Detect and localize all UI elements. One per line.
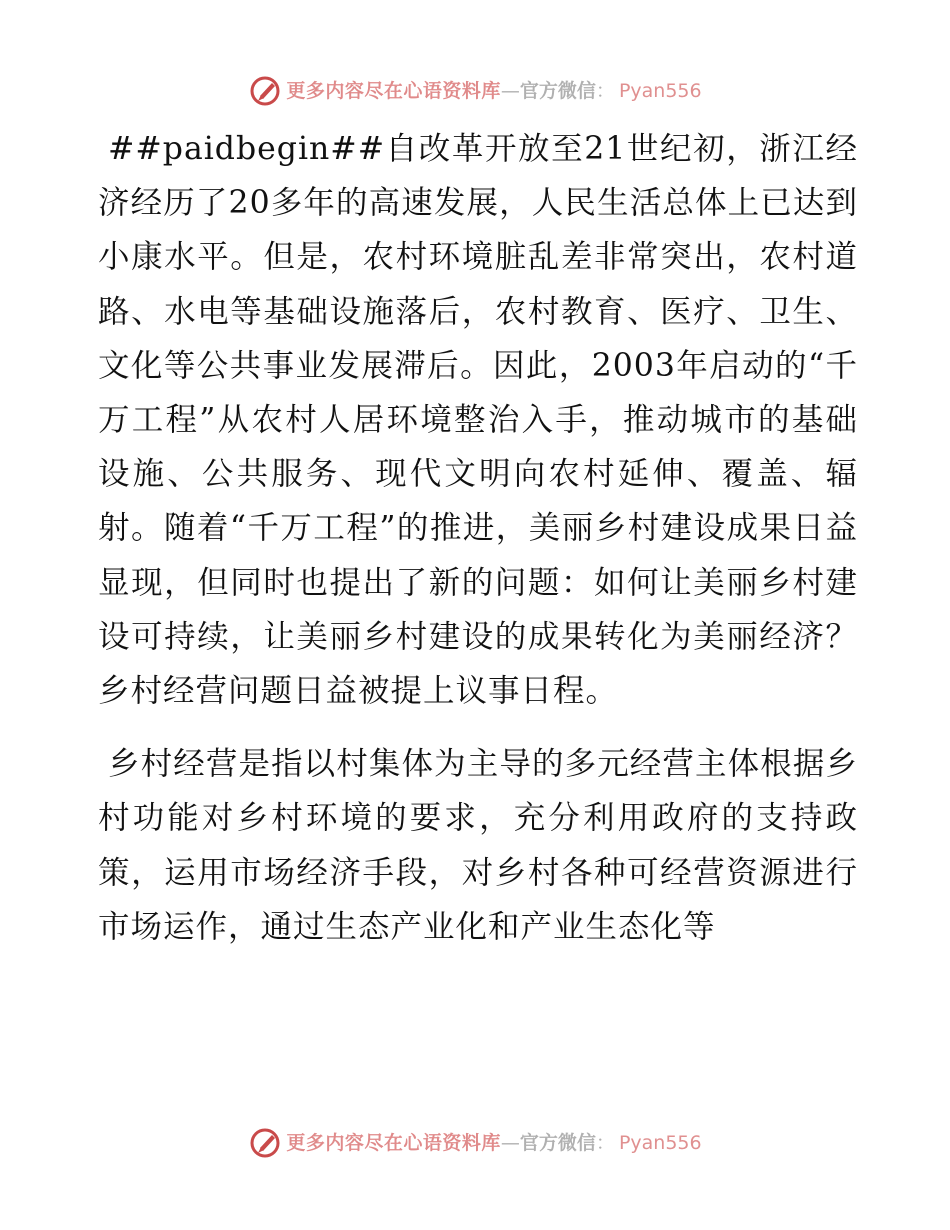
watermark-wechat-label: 官方微信: [519, 80, 596, 102]
paragraph-2: 乡村经营是指以村集体为主导的多元经营主体根据乡村功能对乡村环境的要求，充分利用政府的支持政策，运用市场经济手段，对乡村各种可经营资源进行市场运作，通过生态产业化和产业生态化等: [98, 746, 858, 945]
watermark-dash: —: [500, 1132, 520, 1154]
library-logo-icon: [248, 1126, 282, 1160]
watermark-colon: ：: [595, 1132, 615, 1154]
watermark-wechat-label: 官方微信: [519, 1132, 596, 1154]
watermark-wechat-id: Pyan556: [618, 80, 702, 102]
library-logo-icon: [248, 74, 282, 108]
header-watermark: [0, 74, 950, 108]
footer-watermark: [0, 1126, 950, 1160]
watermark-colon: ：: [595, 80, 615, 102]
watermark-dash: —: [500, 80, 520, 102]
watermark-wechat-id: Pyan556: [618, 1132, 702, 1154]
watermark-library-text: 更多内容尽在心语资料库: [286, 80, 501, 102]
watermark-library-text: 更多内容尽在心语资料库: [286, 1132, 501, 1154]
paragraph-1: ##paidbegin##自改革开放至21世纪初，浙江经济经历了20多年的高速发展，人民生活总体上已达到小康水平。但是，农村环境脏乱差非常突出，农村道路、水电等基础设施落后，农村教育、医疗、卫生、文化等公共事业发展滞后。因此，2003年启动的“千万工程”从农村人居环境整治入手，推动城市的基础设施、公共服务、现代文明向农村延伸、覆盖、辐射。随着“千万工程”的推进，美丽乡村建设成果日益显现，但同时也提出了新的问题：如何让美丽乡村建设可持续，让美丽乡村建设的成果转化为美丽经济？乡村经营问题日益被提上议事日程。: [98, 131, 858, 710]
document-body: [98, 122, 858, 954]
